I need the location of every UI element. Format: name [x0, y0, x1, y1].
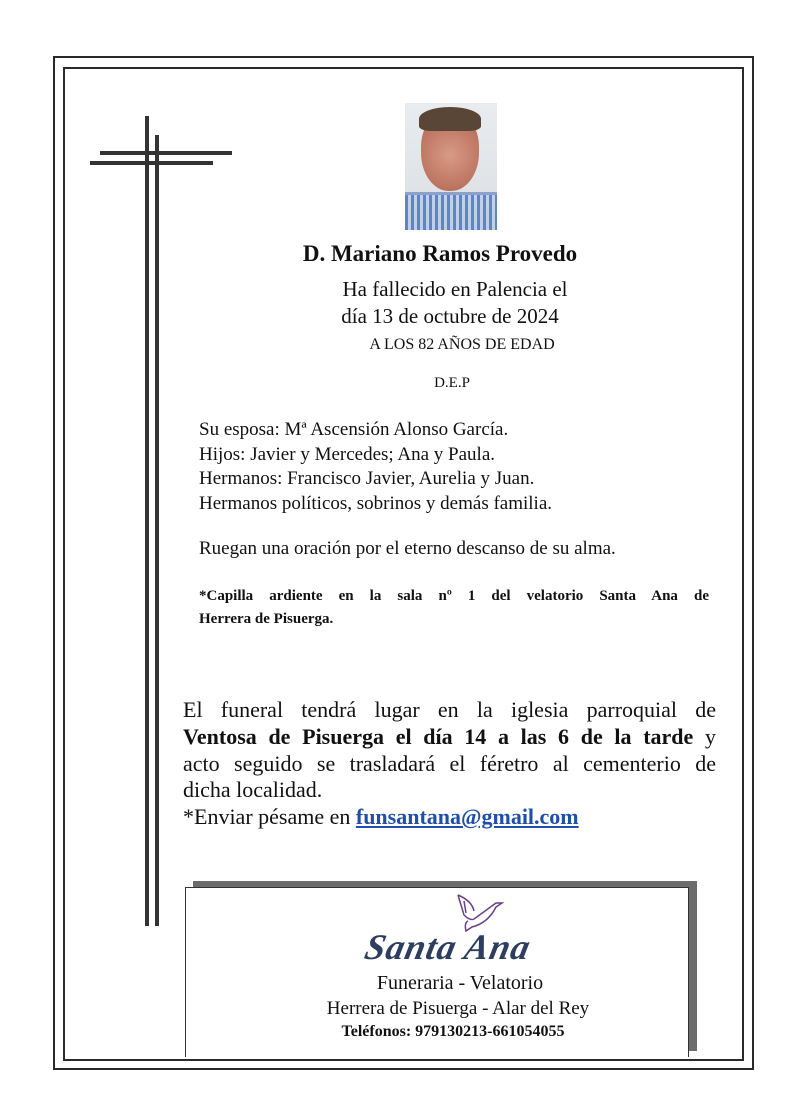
funeral-home-subtitle: Funeraria - Velatorio: [376, 972, 544, 994]
chapel-line: *Capilla ardiente en la sala nº 1 del velatorio Santa Ana de: [199, 588, 709, 604]
death-place: Ha fallecido en Palencia el: [342, 277, 568, 301]
funeral-home-locations: Herrera de Pisuerga - Alar del Rey: [326, 998, 590, 1019]
funeral-line: dicha localidad.: [183, 777, 323, 802]
funeral-home-logo: Santa Ana: [361, 927, 535, 967]
chapel-line: Herrera de Pisuerga.: [199, 611, 334, 627]
condolence-prefix: *Enviar pésame en: [183, 804, 351, 829]
age: A LOS 82 AÑOS DE EDAD: [369, 336, 555, 353]
condolence-line: [183, 804, 579, 830]
death-date: día 13 de octubre de 2024: [341, 304, 559, 328]
family-line: Su esposa: Mª Ascensión Alonso García.: [199, 419, 509, 440]
dep: D.E.P: [434, 375, 470, 391]
family-line: Hermanos: Francisco Javier, Aurelia y Juan.: [199, 468, 535, 489]
prayer-text: Ruegan una oración por el eterno descanso de su alma.: [199, 538, 616, 559]
funeral-line: [183, 724, 716, 750]
funeral-line: El funeral tendrá lugar en la iglesia parroquial de: [183, 697, 716, 722]
funeral-line-end: y: [705, 724, 717, 749]
funeral-home-phones: Teléfonos: 979130213-661054055: [341, 1023, 565, 1040]
funeral-place-time: Ventosa de Pisuerga el día 14 a las 6 de la tarde: [183, 724, 694, 749]
email-link[interactable]: funsantana@gmail.com: [355, 804, 579, 829]
deceased-name: D. Mariano Ramos Provedo: [302, 241, 578, 266]
family-line: Hijos: Javier y Mercedes; Ana y Paula.: [199, 444, 496, 465]
family-line: Hermanos políticos, sobrinos y demás familia.: [199, 493, 553, 514]
funeral-line: acto seguido se trasladará el féretro al cementerio de: [183, 751, 716, 776]
deceased-photo: [405, 103, 497, 230]
